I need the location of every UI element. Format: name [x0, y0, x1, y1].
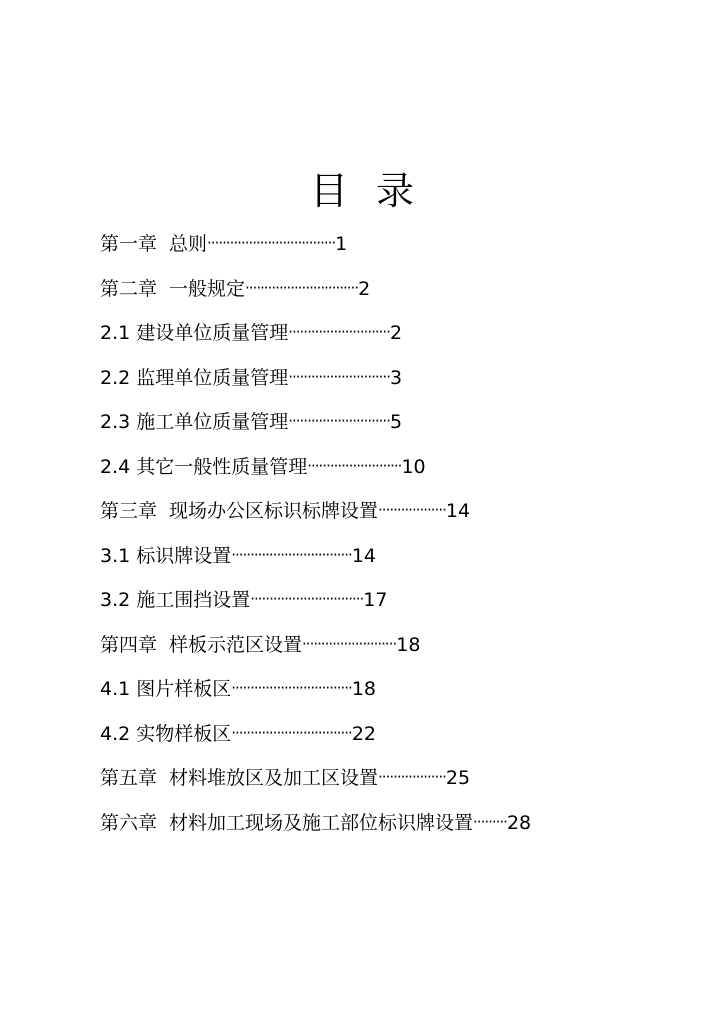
- toc-entry-title: 图片样板区: [136, 678, 232, 700]
- toc-entry-title: 监理单位质量管理: [136, 366, 289, 389]
- toc-entry-leader: ································: [231, 545, 352, 564]
- toc-title: [0, 168, 724, 214]
- toc-entry-title: 现场办公区标识标牌设置: [169, 500, 379, 522]
- toc-entry-label: 第六章: [100, 811, 158, 834]
- toc-entry-title: 一般规定: [169, 277, 246, 300]
- toc-entry[interactable]: [100, 228, 531, 273]
- toc-entry-page: 17: [363, 589, 388, 611]
- toc-entry-page: 14: [445, 500, 471, 522]
- toc-entry-title: 材料加工现场及施工部位标识牌设置: [169, 811, 474, 834]
- toc-entry[interactable]: [100, 629, 531, 674]
- toc-entry[interactable]: [100, 718, 531, 763]
- toc-entry-label: 2.3: [100, 411, 131, 433]
- toc-entry-title: 施工单位质量管理: [136, 411, 289, 433]
- toc-entry-leader: ······························: [245, 278, 359, 297]
- toc-entry-label: 第四章: [100, 633, 158, 656]
- toc-entry[interactable]: [100, 540, 531, 585]
- toc-entry-title: 材料堆放区及加工区设置: [169, 767, 379, 789]
- toc-entry-title: 样板示范区设置: [169, 633, 303, 656]
- toc-entry-label: 2.2: [100, 366, 131, 389]
- toc-entry[interactable]: [100, 451, 531, 496]
- toc-entry-title: 其它一般性质量管理: [136, 455, 308, 478]
- toc-title-char-1: 目: [309, 169, 348, 213]
- toc-entry-title: 建设单位质量管理: [136, 322, 289, 344]
- toc-entry-page: 2: [389, 322, 403, 344]
- toc-entry-page: 10: [401, 455, 426, 478]
- toc-entry-label: 第五章: [100, 767, 158, 789]
- toc-entry-page: 22: [351, 722, 376, 745]
- toc-entry[interactable]: [100, 762, 531, 807]
- toc-entry-leader: ···························: [288, 412, 390, 430]
- toc-entry-label: 第二章: [100, 277, 158, 300]
- toc-entry-leader: ·························: [307, 456, 402, 475]
- toc-entry[interactable]: [100, 317, 531, 362]
- toc-entry[interactable]: [100, 495, 531, 540]
- toc-entry-page: 14: [351, 544, 376, 567]
- toc-entry-leader: ······························: [250, 590, 364, 608]
- toc-entry-page: 18: [396, 633, 421, 656]
- toc-entry[interactable]: [100, 273, 531, 318]
- toc-entry-page: 1: [335, 233, 348, 255]
- toc-entry-label: 2.1: [100, 322, 131, 344]
- toc-entry-label: 3.1: [100, 544, 131, 567]
- toc-entry-leader: ···························: [288, 323, 390, 341]
- toc-entry-title: 实物样板区: [136, 722, 232, 745]
- toc-entry-leader: ·········: [473, 812, 507, 831]
- toc-entry[interactable]: [100, 406, 531, 451]
- toc-entry-leader: ································: [231, 723, 352, 742]
- toc-entry-page: 3: [389, 366, 403, 389]
- toc-entry-title: 总则: [169, 233, 208, 255]
- toc-entry[interactable]: [100, 362, 531, 407]
- toc-entry[interactable]: [100, 584, 531, 629]
- toc-entry-leader: ·························: [302, 634, 397, 653]
- toc-entry-page: 25: [445, 767, 471, 789]
- toc-entry-label: 4.1: [100, 678, 131, 700]
- toc-entry-label: 第三章: [100, 500, 158, 522]
- toc-entry-page: 2: [358, 277, 371, 300]
- toc-entry[interactable]: [100, 807, 531, 852]
- toc-entry-leader: ································: [231, 679, 352, 697]
- toc-entry-title: 标识牌设置: [136, 544, 232, 567]
- toc-list: [100, 228, 531, 851]
- toc-entry-label: 3.2: [100, 589, 131, 611]
- toc-entry-label: 第一章: [100, 233, 158, 255]
- toc-entry-page: 28: [506, 811, 532, 834]
- toc-entry-label: 2.4: [100, 455, 131, 478]
- toc-entry-leader: ··················: [378, 768, 446, 786]
- toc-entry-page: 5: [389, 411, 403, 433]
- toc-entry-leader: ···························: [288, 367, 390, 386]
- toc-entry-leader: ··················: [378, 501, 446, 519]
- toc-entry-title: 施工围挡设置: [136, 589, 251, 611]
- toc-entry-label: 4.2: [100, 722, 131, 745]
- toc-entry-page: 18: [351, 678, 376, 700]
- toc-entry[interactable]: [100, 673, 531, 718]
- toc-title-char-2: 录: [376, 169, 415, 213]
- toc-entry-leader: ··································: [207, 234, 336, 252]
